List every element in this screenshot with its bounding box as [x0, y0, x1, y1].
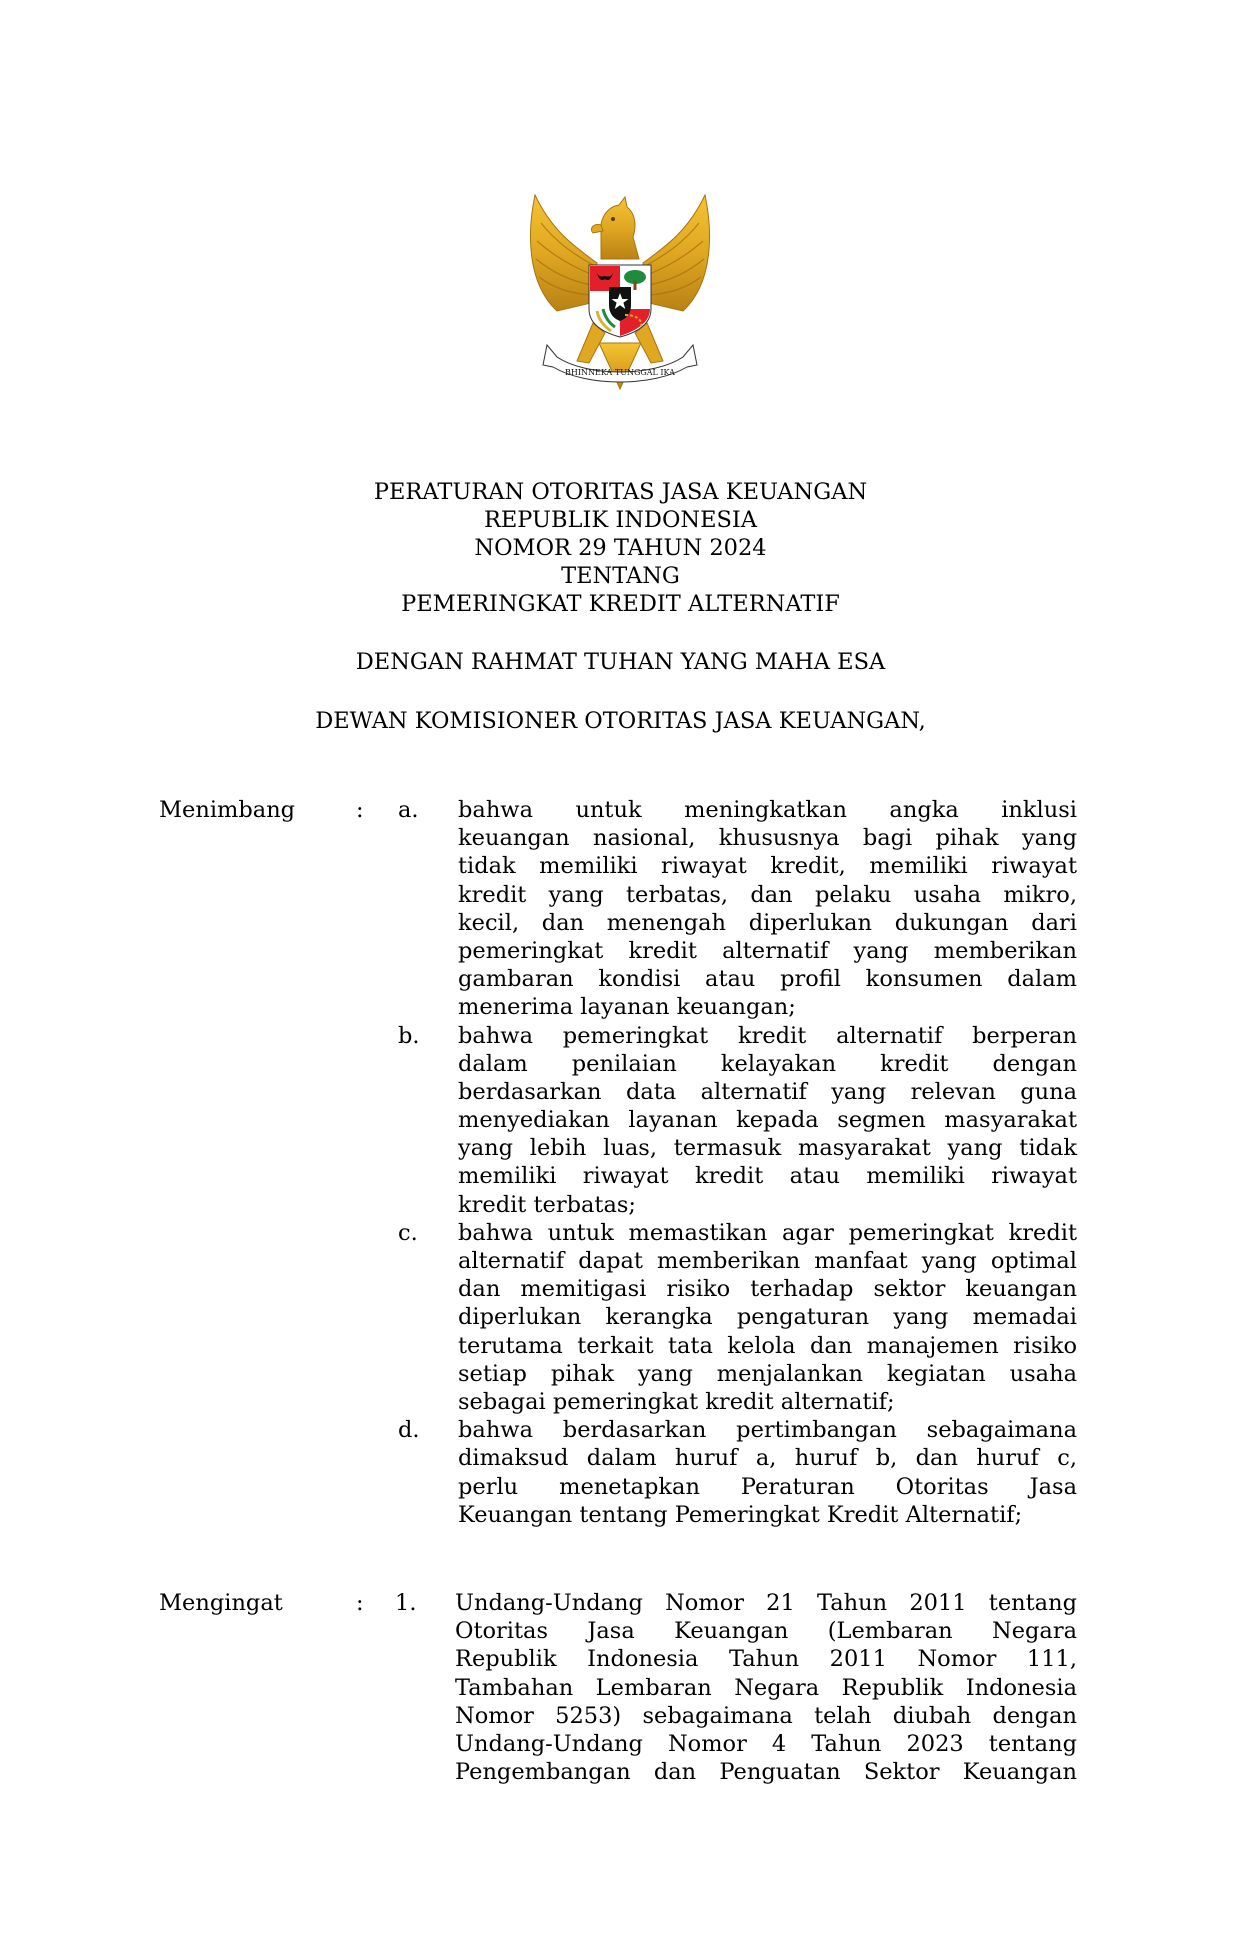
issuer-text: DEWAN KOMISIONER OTORITAS JASA KEUANGAN,: [315, 708, 926, 734]
item-text: [458, 1022, 1077, 1219]
item-marker: c.: [398, 1219, 418, 1246]
section-mengingat: [0, 1589, 1241, 1786]
title-line: PEMERINGKAT KREDIT ALTERNATIF: [401, 591, 840, 617]
section-menimbang: [0, 796, 1241, 1529]
text-line: Republik Indonesia Tahun 2011 Nomor 111,: [455, 1646, 1077, 1673]
text-line: alternatif dapat memberikan manfaat yang optimal: [458, 1248, 1077, 1274]
text-line: setiap pihak yang menjalankan kegiatan usaha: [458, 1360, 1077, 1387]
text-line: Undang-Undang Nomor 4 Tahun 2023 tentang: [455, 1730, 1077, 1757]
text-line: pemeringkat kredit alternatif yang memberikan: [458, 937, 1077, 964]
text-line: terutama terkait tata kelola dan manajemen risiko: [458, 1332, 1077, 1359]
text-line: dan memitigasi risiko terhadap sektor keuangan: [458, 1276, 1077, 1303]
text-line: menyediakan layanan kepada segmen masyarakat: [458, 1107, 1077, 1134]
text-line: berdasarkan data alternatif yang relevan guna: [458, 1078, 1077, 1105]
list-item: [0, 1416, 1241, 1529]
regulation-title: [0, 478, 1241, 618]
text-line: memiliki riwayat kredit atau memiliki riwayat: [458, 1163, 1077, 1190]
item-marker: b.: [398, 1022, 420, 1049]
text-line: dimaksud dalam huruf a, huruf b, dan huruf c,: [458, 1445, 1077, 1472]
text-line: bahwa untuk memastikan agar pemeringkat kredit: [458, 1219, 1077, 1246]
invocation-text: DENGAN RAHMAT TUHAN YANG MAHA ESA: [355, 649, 886, 675]
item-marker: 1.: [395, 1590, 417, 1616]
text-line: diperlukan kerangka pengaturan yang memadai: [458, 1304, 1077, 1331]
text-line: bahwa untuk meningkatkan angka inklusi: [458, 797, 1077, 823]
invocation: [0, 648, 1241, 676]
list-item: [0, 796, 1241, 1022]
text-line: Pengembangan dan Penguatan Sektor Keuangan: [455, 1759, 1077, 1786]
title-line: TENTANG: [561, 563, 680, 589]
consideration-list: [0, 796, 1241, 1529]
item-marker: a.: [398, 797, 419, 823]
text-line: kredit yang terbatas, dan pelaku usaha mikro,: [458, 881, 1077, 908]
section-colon: :: [356, 1590, 364, 1616]
garuda-emblem-icon: [527, 193, 713, 391]
list-item: [0, 1022, 1241, 1219]
text-line: dalam penilaian kelayakan kredit dengan: [458, 1050, 1077, 1077]
text-line: menerima layanan keuangan;: [458, 994, 796, 1021]
item-text: [455, 1589, 1077, 1786]
legal-basis-list: [0, 1589, 1241, 1786]
section-label: Mengingat: [159, 1590, 283, 1616]
item-marker: d.: [398, 1417, 420, 1444]
text-line: bahwa pemeringkat kredit alternatif berperan: [458, 1022, 1077, 1049]
text-line: Otoritas Jasa Keuangan (Lembaran Negara: [455, 1618, 1077, 1645]
title-line: PERATURAN OTORITAS JASA KEUANGAN: [373, 479, 868, 505]
list-item: [0, 1219, 1241, 1416]
emblem-motto: BHINNEKA TUNGGAL IKA: [565, 368, 675, 377]
issuer: [0, 707, 1241, 735]
text-line: kredit terbatas;: [458, 1191, 637, 1218]
section-label: Menimbang: [159, 797, 296, 823]
text-line: sebagai pemeringkat kredit alternatif;: [458, 1388, 895, 1415]
list-item: [0, 1589, 1241, 1786]
text-line: keuangan nasional, khususnya bagi pihak yang: [458, 825, 1077, 852]
item-text: [458, 1219, 1077, 1416]
text-line: Keuangan tentang Pemeringkat Kredit Alternatif;: [458, 1501, 1023, 1528]
text-line: kecil, dan menengah diperlukan dukungan dari: [458, 909, 1077, 936]
text-line: Tambahan Lembaran Negara Republik Indonesia: [455, 1674, 1077, 1701]
section-colon: :: [356, 797, 364, 823]
item-text: [458, 1416, 1077, 1529]
text-line: Nomor 5253) sebagaimana telah diubah dengan: [455, 1702, 1077, 1729]
title-line: NOMOR 29 TAHUN 2024: [474, 535, 767, 561]
item-text: [458, 796, 1077, 1022]
text-line: tidak memiliki riwayat kredit, memiliki riwayat: [458, 853, 1077, 880]
text-line: yang lebih luas, termasuk masyarakat yang tidak: [458, 1135, 1077, 1162]
text-line: perlu menetapkan Peraturan Otoritas Jasa: [458, 1473, 1077, 1500]
text-line: Undang-Undang Nomor 21 Tahun 2011 tentang: [455, 1590, 1077, 1616]
title-line: REPUBLIK INDONESIA: [483, 507, 758, 533]
text-line: gambaran kondisi atau profil konsumen dalam: [458, 966, 1077, 993]
text-line: bahwa berdasarkan pertimbangan sebagaimana: [458, 1417, 1077, 1444]
